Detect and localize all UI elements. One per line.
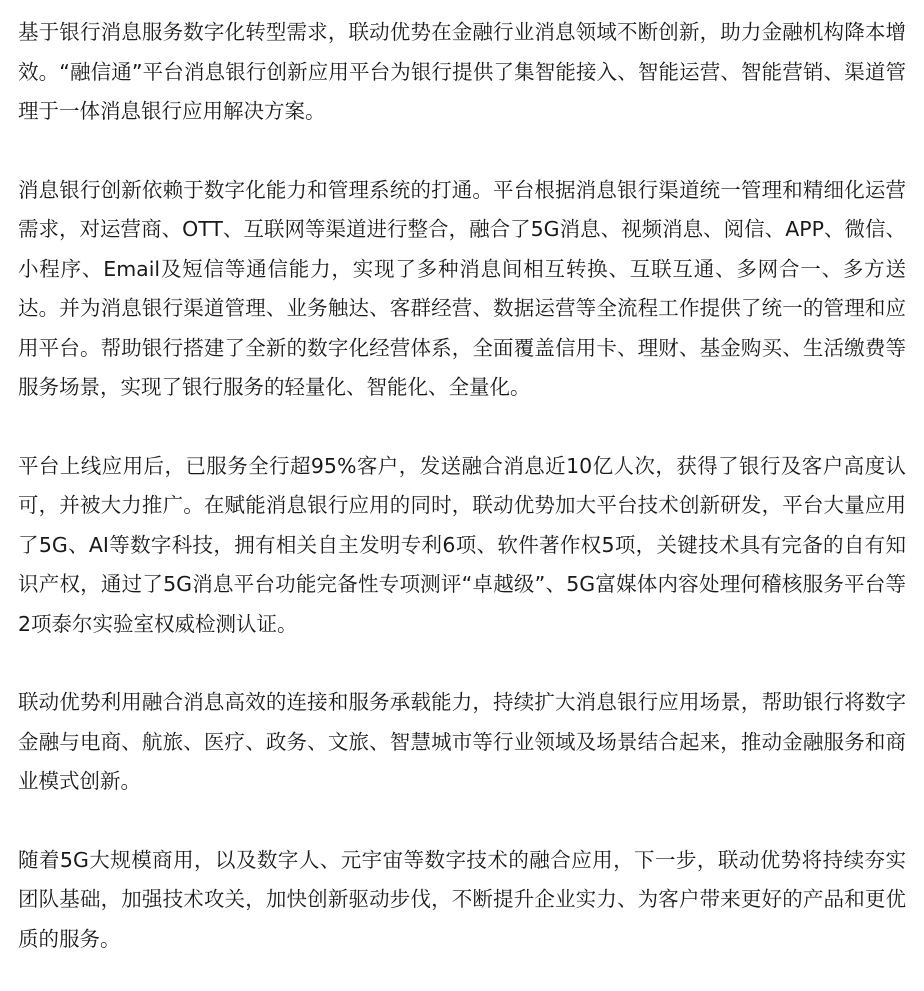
paragraph-4: 联动优势利用融合消息高效的连接和服务承载能力，持续扩大消息银行应用场景，帮助银行将数字金融与电商、航旅、医疗、政务、文旅、智慧城市等行业领域及场景结合起来，推动金融服务和商业模式创新。 — [18, 690, 906, 793]
paragraph-2: 消息银行创新依赖于数字化能力和管理系统的打通。平台根据消息银行渠道统一管理和精细化运营需求，对运营商、OTT、互联网等渠道进行整合，融合了5G消息、视频消息、阅信、APP、微信、小程序、Email及短信等通信能力，实现了多种消息间相互转换、互联互通、多网合一、多方送达。并为消息银行渠道管理、业务触达、客群经营、数据运营等全流程工作提供了统一的管理和应用平台。帮助银行搭建了全新的数字化经营体系，全面覆盖信用卡、理财、基金购买、生活缴费等服务场景，实现了银行服务的轻量化、智能化、全量化。 — [18, 177, 906, 399]
paragraph-5: 随着5G大规模商用，以及数字人、元宇宙等数字技术的融合应用，下一步，联动优势将持续夯实团队基础，加强技术攻关，加快创新驱动步伐，不断提升企业实力、为客户带来更好的产品和更优质的服务。 — [18, 847, 906, 951]
paragraph-3: 平台上线应用后，已服务全行超95%客户，发送融合消息近10亿人次，获得了银行及客户高度认可，并被大力推广。在赋能消息银行应用的同时，联动优势加大平台技术创新研发，平台大量应用了5G、AI等数字科技，拥有相关自主发明专利6项、软件著作权5项，关键技术具有完备的自有知识产权，通过了5G消息平台功能完备性专项测评“卓越级”、5G富媒体内容处理何稽核服务平台等2项泰尔实验室权威检测认证。 — [18, 453, 906, 636]
paragraph-1: 基于银行消息服务数字化转型需求，联动优势在金融行业消息领域不断创新，助力金融机构降本增效。“融信通”平台消息银行创新应用平台为银行提供了集智能接入、智能运营、智能营销、渠道管理于一体消息银行应用解决方案。 — [18, 20, 906, 123]
